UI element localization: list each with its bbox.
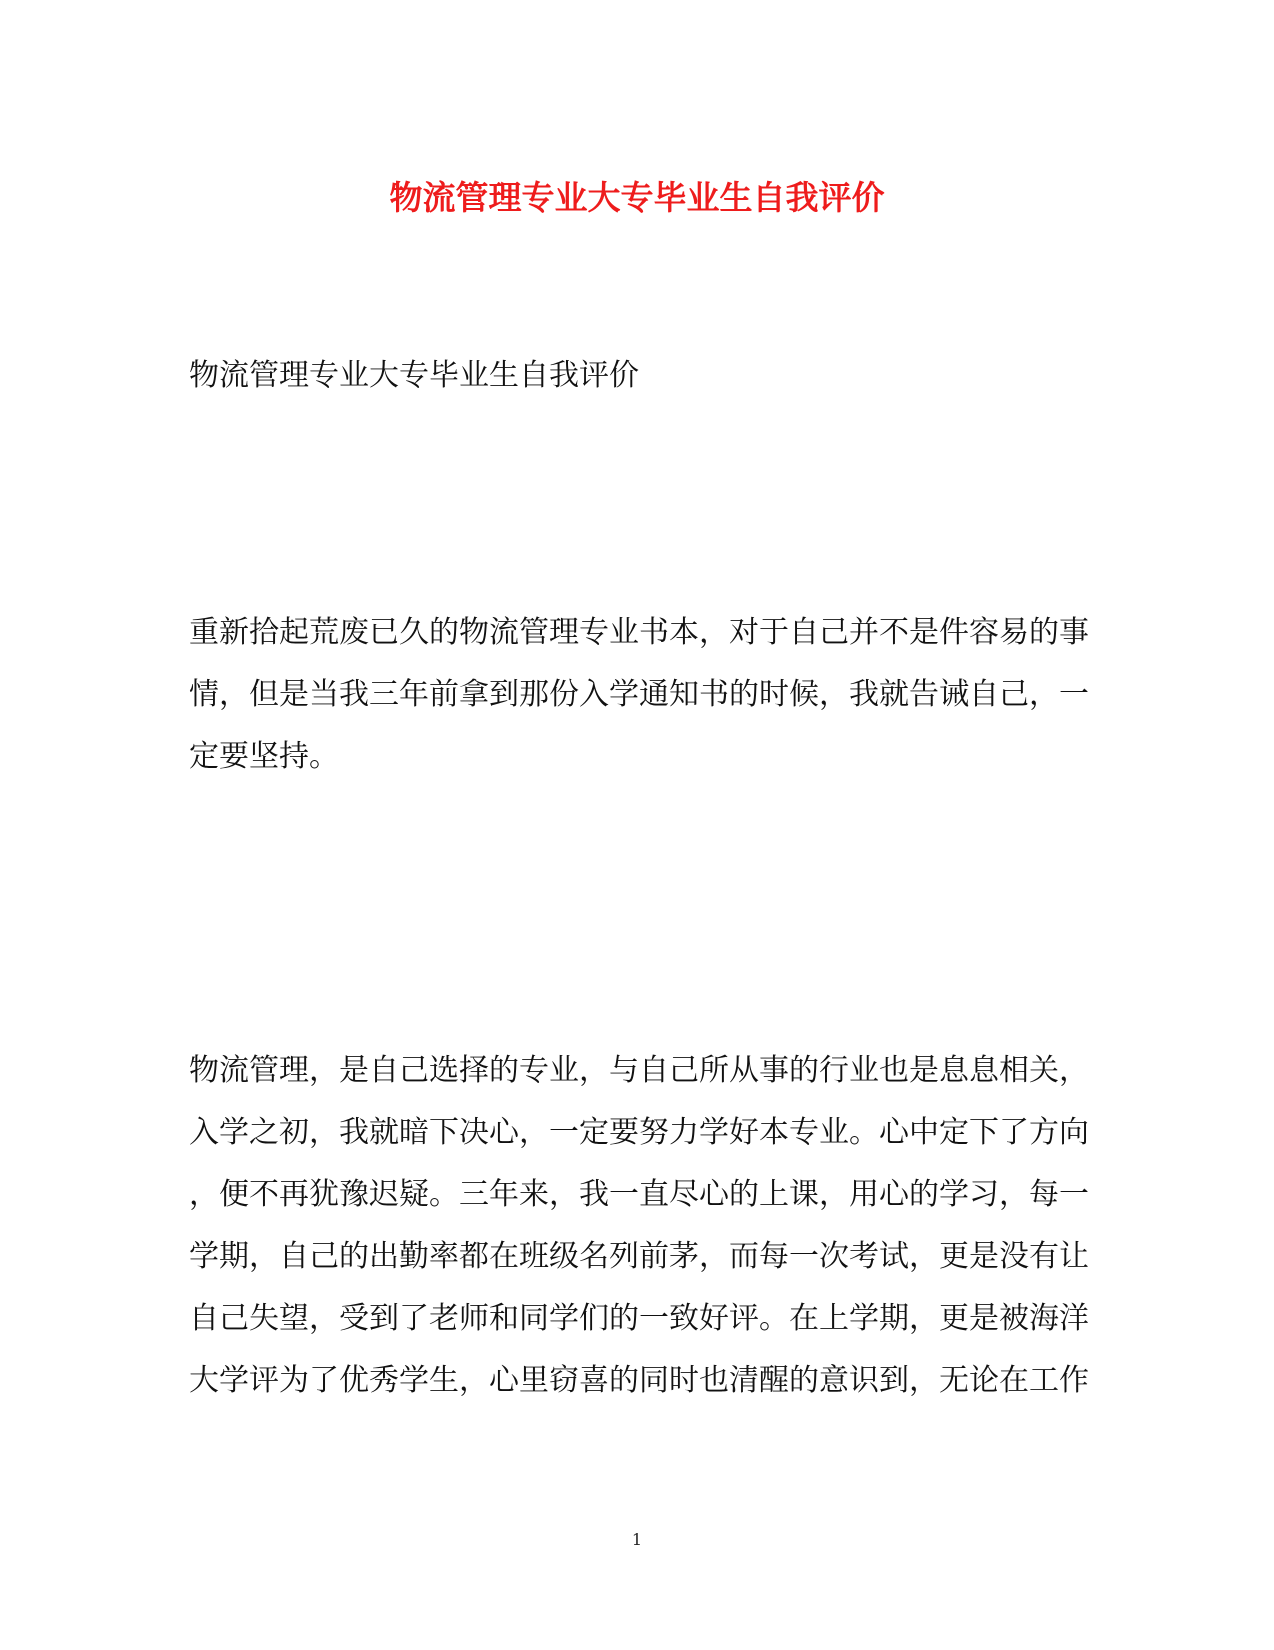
paragraph-line: 情，但是当我三年前拿到那份入学通知书的时候，我就告诫自己，一	[189, 677, 1089, 712]
paragraph-line: 定要坚持。	[189, 739, 339, 774]
page-number: 1	[631, 1530, 643, 1549]
paragraph-line: 入学之初，我就暗下决心，一定要努力学好本专业。心中定下了方向	[189, 1115, 1089, 1150]
paragraph-line: 物流管理，是自己选择的专业，与自己所从事的行业也是息息相关，	[189, 1053, 1089, 1088]
paragraph-line: 自己失望，受到了老师和同学们的一致好评。在上学期，更是被海洋	[189, 1301, 1089, 1336]
paragraph-1	[189, 602, 1089, 788]
paragraph-line: 学期，自己的出勤率都在班级名列前茅，而每一次考试，更是没有让	[189, 1239, 1089, 1274]
paragraph-line: 大学评为了优秀学生，心里窃喜的同时也清醒的意识到，无论在工作	[189, 1363, 1089, 1398]
subtitle-line: 物流管理专业大专毕业生自我评价	[189, 358, 639, 393]
document-subtitle	[189, 345, 1069, 407]
paragraph-line: ，便不再犹豫迟疑。三年来，我一直尽心的上课，用心的学习，每一	[189, 1177, 1089, 1212]
document-title: 物流管理专业大专毕业生自我评价	[389, 178, 885, 217]
paragraph-2	[189, 1040, 1089, 1412]
paragraph-line: 重新拾起荒废已久的物流管理专业书本，对于自己并不是件容易的事	[189, 615, 1089, 650]
